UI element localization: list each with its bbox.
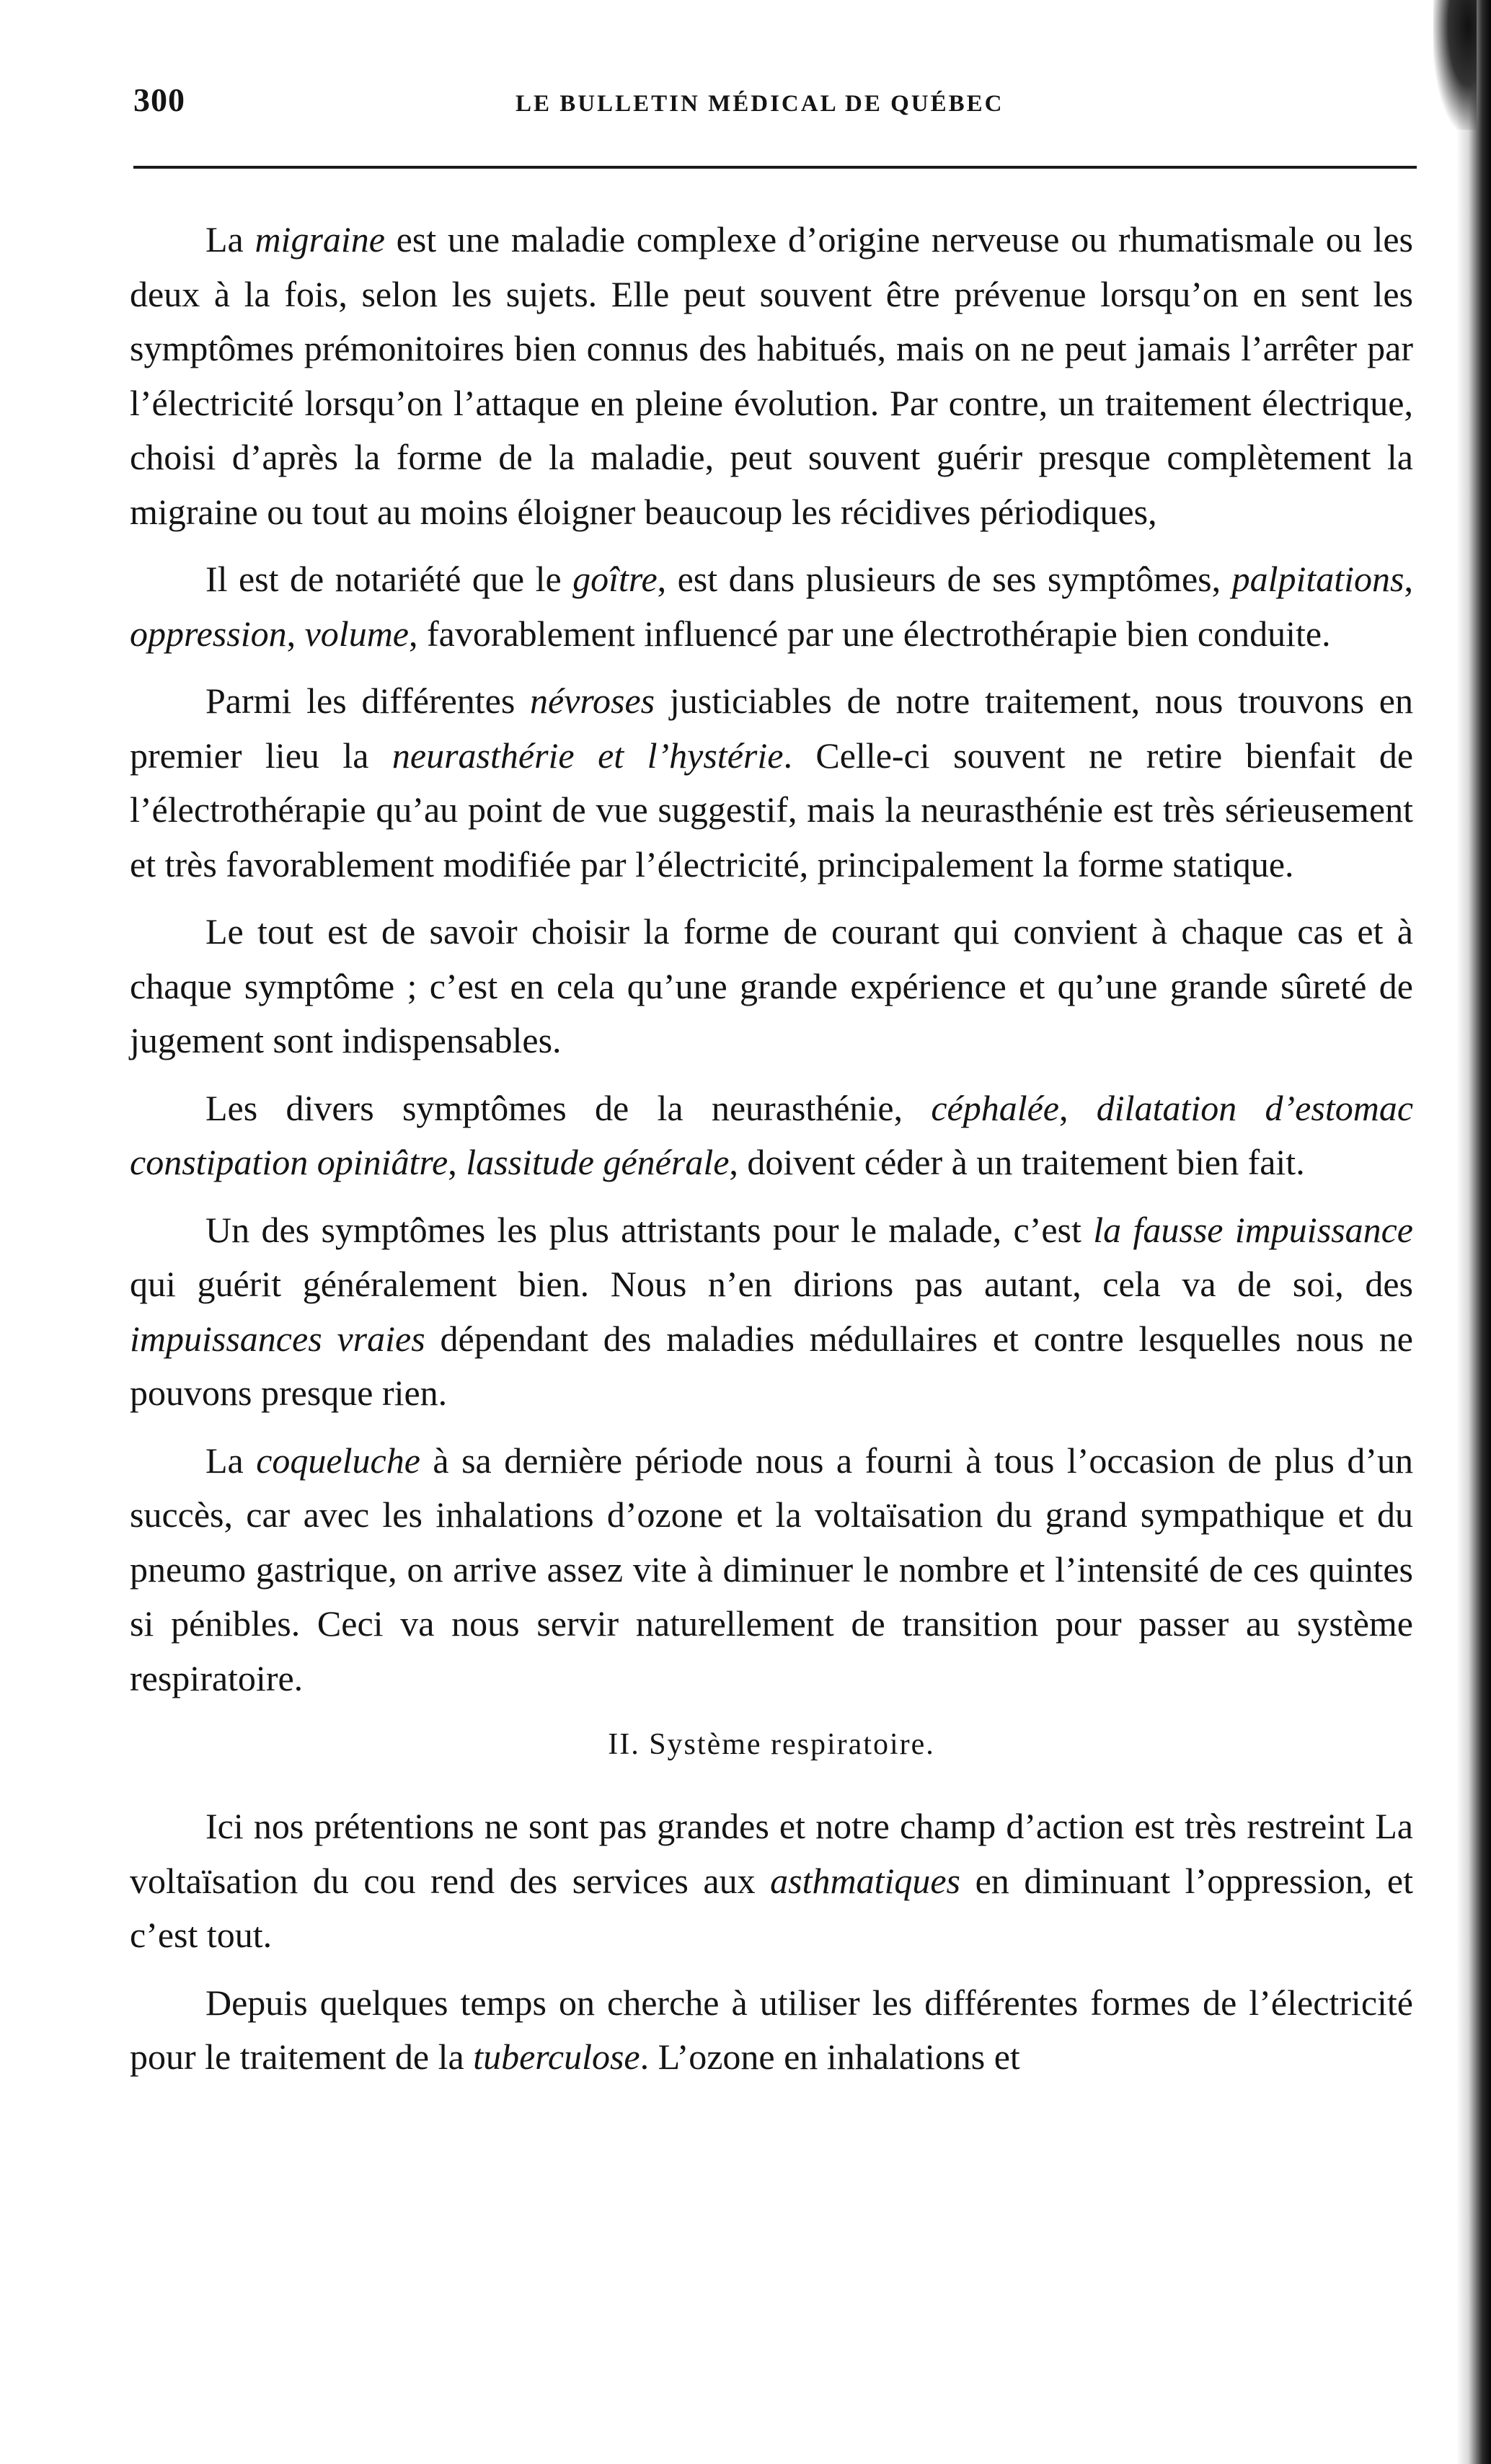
- text-run: est une maladie complexe d’origine nerveuse ou rhumatismale ou les deux à la fois, selon les sujets. Elle peut souvent être prévenue lorsqu’on en sent les symptômes prémonitoires bien connus des habitués, mais on ne peut jamais l’arrêter par l’électricité lorsqu’on l’attaque en pleine évolution. Par contre, un traitement électrique, choisi d’après la forme de la maladie, peut souvent guérir presque complètement la migraine ou tout au moins éloigner beaucoup les récidives périodiques,: [130, 219, 1413, 532]
- page-number: 300: [133, 81, 185, 118]
- section-heading: II. Système respiratoire.: [608, 1728, 935, 1761]
- text-run: dépendant des maladies médullaires et contre lesquelles nous ne pouvons presque rien.: [130, 1318, 1413, 1413]
- text-run: ,: [1058, 1087, 1097, 1128]
- text-run: Les divers symptômes de la neurasthénie,: [205, 1087, 932, 1128]
- page-edge-shadow: [1456, 0, 1491, 2464]
- text-run: ,: [286, 613, 305, 654]
- paragraph: [130, 674, 1413, 892]
- text-run: . Celle-ci souvent ne retire bienfait de l’électrothérapie qu’au point de vue suggestif, mais la neurasthénie est très sérieusement et très favorablement modifiée par l’électricité, principalement la forme statique.: [130, 735, 1414, 885]
- italic-term: palpitations: [1231, 559, 1404, 599]
- italic-term: tuberculose: [473, 2037, 640, 2077]
- text-run: Ici nos prétentions ne sont pas grandes et notre champ d’action est très restreint La voltaïsation du cou rend des services aux: [130, 1806, 1413, 1901]
- text-run: Un des symptômes les plus attristants pour le malade, c’est: [205, 1209, 1094, 1250]
- text-run: justiciables de notre traitement, nous trouvons en premier lieu la: [130, 681, 1413, 776]
- paragraph: [130, 1203, 1413, 1421]
- italic-term: la fausse impuissance: [1093, 1209, 1413, 1250]
- text-run: ,: [1404, 559, 1413, 599]
- text-run: , favorablement influencé par une électrothérapie bien conduite.: [409, 613, 1331, 654]
- italic-term: asthmatiques: [770, 1860, 961, 1901]
- text-run: Il est de notariété que le: [205, 559, 573, 599]
- italic-term: céphalée: [931, 1087, 1059, 1128]
- text-run: . L’ozone en inhalations et: [640, 2037, 1020, 2077]
- text-run: , est dans plusieurs de ses symptômes,: [657, 559, 1232, 599]
- text-run: qui guérit généralement bien. Nous n’en dirions pas autant, cela va de soi, des: [130, 1264, 1413, 1304]
- italic-term: oppression: [130, 613, 287, 654]
- text-run: ,: [448, 1142, 466, 1182]
- italic-term: neurasthérie et l’hystérie: [391, 735, 784, 776]
- page-header: [133, 81, 1417, 138]
- body-text: [130, 213, 1413, 2098]
- italic-term: névroses: [530, 681, 655, 721]
- italic-term: coqueluche: [256, 1440, 420, 1481]
- text-run: Parmi les différentes: [205, 681, 531, 721]
- paragraphs-before-heading: [130, 213, 1413, 1706]
- text-run: , doivent céder à un traitement bien fait.: [729, 1142, 1305, 1182]
- page-corner-blot: [1433, 0, 1477, 130]
- paragraph: [130, 1799, 1413, 1963]
- text-run: La: [205, 1440, 257, 1481]
- italic-term: dilatation d’estomac constipation opiniâtre: [130, 1087, 1414, 1182]
- italic-term: migraine: [255, 219, 385, 260]
- text-run: La: [205, 219, 255, 260]
- text-run: à sa dernière période nous a fourni à tous l’occasion de plus d’un succès, car avec les inhalations d’ozone et la voltaïsation du grand sympathique et du pneumo gastrique, on arrive assez vite à diminuer le nombre et l’intensité de ces quintes si pénibles. Ceci va nous servir naturellement de transition pour passer au système respiratoire.: [130, 1440, 1413, 1698]
- header-rule: [133, 166, 1417, 169]
- italic-term: volume: [304, 613, 409, 654]
- text-run: en diminuant l’oppression, et c’est tout.: [130, 1860, 1413, 1955]
- paragraph: [130, 552, 1413, 661]
- text-run: Depuis quelques temps on cherche à utiliser les différentes formes de l’électricité pour le traitement de la: [130, 1982, 1413, 2077]
- italic-term: impuissances vraies: [130, 1318, 425, 1359]
- text-run: Le tout est de savoir choisir la forme de courant qui convient à chaque cas et à chaque symptôme ; c’est en cela qu’une grande expérience et qu’une grande sûreté de jugement sont indispensables.: [130, 911, 1413, 1060]
- paragraph: [130, 213, 1413, 539]
- paragraph: [130, 1976, 1413, 2085]
- running-title: LE BULLETIN MÉDICAL DE QUÉBEC: [516, 91, 1004, 117]
- paragraph: [130, 1081, 1413, 1190]
- italic-term: goître: [572, 559, 658, 599]
- paragraph: [130, 905, 1413, 1068]
- paragraph: [130, 1434, 1413, 1706]
- paragraphs-after-heading: [130, 1799, 1413, 2085]
- italic-term: lassitude générale: [466, 1142, 730, 1182]
